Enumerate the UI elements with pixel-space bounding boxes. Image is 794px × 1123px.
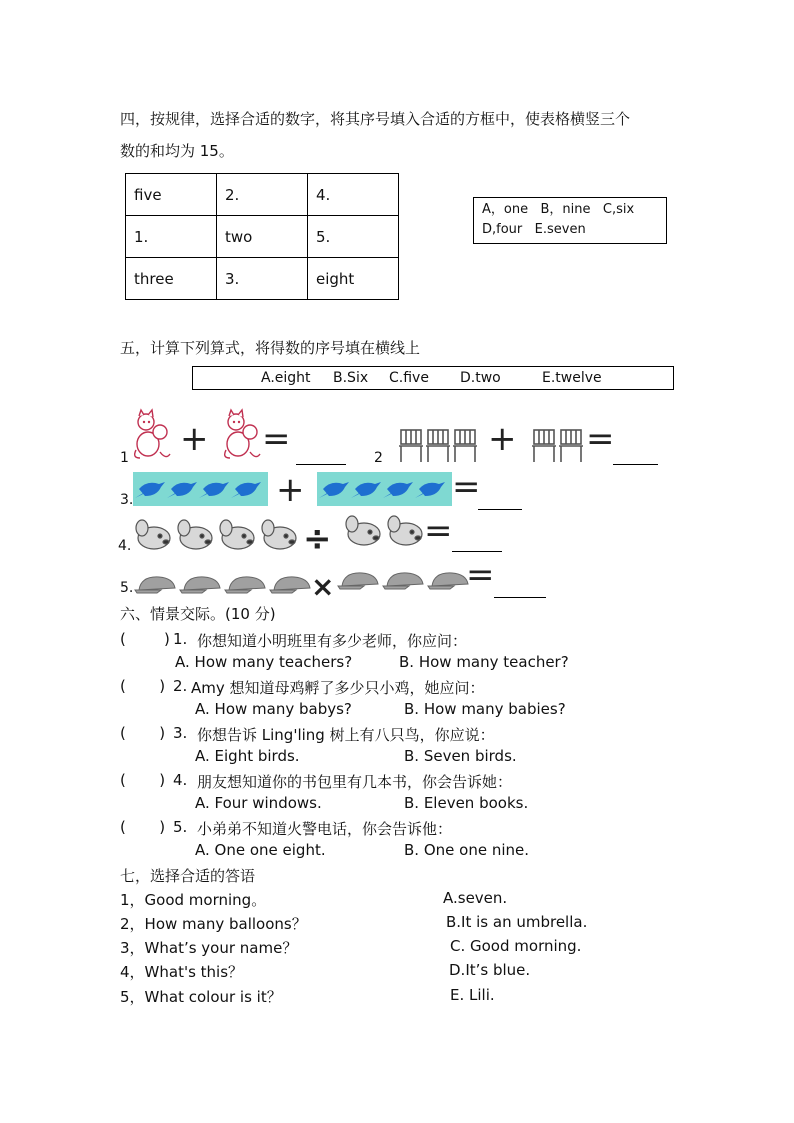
option-a: A. How many teachers? — [175, 653, 353, 671]
answer-option: D.two — [460, 370, 501, 386]
table-cell: three — [126, 258, 217, 300]
section5-title: 五，计算下列算式，将得数的序号填在横线上 — [120, 339, 421, 357]
answer-option: E.twelve — [542, 370, 602, 386]
answer-option: B.Six — [333, 370, 369, 386]
match-question: 2，How many balloons？ — [120, 915, 307, 933]
question-number: 5. — [173, 818, 188, 836]
equals-sign: = — [424, 511, 453, 551]
answer-blank[interactable] — [478, 508, 522, 510]
question-text: 你想告诉 Ling'ling 树上有八只鸟，你应说： — [197, 726, 495, 744]
option-b: B. Eleven books. — [404, 794, 529, 812]
divide-sign: ÷ — [303, 519, 332, 559]
match-question: 4，What's this？ — [120, 963, 244, 981]
answer-paren[interactable]: ( ) — [120, 630, 170, 648]
bird-icon — [133, 472, 268, 506]
option-b: B. One one nine. — [404, 841, 529, 859]
options-line1: A，one B，nine C,six — [482, 202, 635, 217]
plus-sign: + — [180, 419, 209, 459]
dog-icon — [130, 518, 300, 552]
table-cell: eight — [308, 258, 399, 300]
problem-label: 1 — [120, 450, 129, 466]
answer-paren[interactable]: ( ) — [120, 677, 166, 695]
problem-label: 4. — [118, 538, 132, 554]
option-b: B. Seven birds. — [404, 747, 517, 765]
question-text: 你想知道小明班里有多少老师，你应问： — [197, 632, 468, 650]
answer-options-box — [192, 366, 674, 390]
match-answer: E. Lili. — [450, 986, 495, 1004]
chair-icon — [528, 428, 584, 462]
match-answer: B.It is an umbrella. — [446, 913, 588, 931]
option-a: A. Eight birds. — [195, 747, 300, 765]
answer-paren[interactable]: ( ) — [120, 724, 166, 742]
option-a: A. One one eight. — [195, 841, 326, 859]
match-question: 5，What colour is it？ — [120, 988, 282, 1006]
section6-title: 六、情景交际。(10 分) — [120, 605, 276, 623]
plus-sign: + — [488, 419, 517, 459]
question-text: 小弟弟不知道火警电话，你会告诉他： — [197, 820, 453, 838]
answer-blank[interactable] — [452, 550, 502, 552]
table-cell: two — [217, 216, 308, 258]
cat-icon — [132, 410, 172, 462]
equals-sign: = — [586, 419, 615, 459]
section4-title-line1: 四，按规律，选择合适的数字，将其序号填入合适的方框中，使表格横竖三个 — [120, 110, 631, 128]
number-options-box — [473, 197, 667, 244]
magic-square-table — [125, 173, 399, 300]
bird-icon — [317, 472, 452, 506]
problem-label: 5. — [120, 580, 134, 596]
equals-sign: = — [262, 419, 291, 459]
problem-label: 3. — [120, 492, 134, 508]
match-answer: A.seven. — [443, 889, 508, 907]
section4-title-line2: 数的和均为 15。 — [120, 142, 234, 160]
equals-sign: = — [466, 555, 495, 595]
option-b: B. How many teacher? — [399, 653, 569, 671]
option-a: A. How many babys? — [195, 700, 352, 718]
question-text: 朋友想知道你的书包里有几本书，你会告诉她： — [197, 773, 513, 791]
dog-icon — [340, 514, 426, 548]
answer-option: A.eight — [261, 370, 311, 386]
problem-label: 2 — [374, 450, 383, 466]
table-cell: five — [126, 174, 217, 216]
table-cell[interactable]: 3. — [217, 258, 308, 300]
option-b: B. How many babies? — [404, 700, 566, 718]
options-line2: D,four E.seven — [482, 222, 586, 237]
table-cell[interactable]: 1. — [126, 216, 217, 258]
option-a: A. Four windows. — [195, 794, 322, 812]
match-question: 3，What’s your name？ — [120, 939, 298, 957]
question-number: 4. — [173, 771, 188, 789]
equals-sign: = — [452, 467, 481, 507]
match-answer: C. Good morning. — [450, 937, 582, 955]
table-cell[interactable]: 5. — [308, 216, 399, 258]
question-text: Amy 想知道母鸡孵了多少只小鸡，她应问： — [191, 679, 485, 697]
chair-icon — [395, 428, 479, 462]
question-number: 2. — [173, 677, 188, 695]
question-number: 1. — [173, 630, 188, 648]
match-answer: D.It’s blue. — [449, 961, 531, 979]
section7-title: 七，选择合适的答语 — [120, 867, 256, 885]
answer-option: C.five — [389, 370, 429, 386]
answer-paren[interactable]: ( ) — [120, 771, 166, 789]
plus-sign: + — [276, 470, 305, 510]
cap-icon — [135, 572, 313, 594]
question-number: 3. — [173, 724, 188, 742]
answer-blank[interactable] — [296, 463, 346, 465]
multiply-sign: × — [311, 570, 335, 603]
table-cell[interactable]: 4. — [308, 174, 399, 216]
cat-icon — [222, 410, 262, 462]
answer-paren[interactable]: ( ) — [120, 818, 166, 836]
answer-blank[interactable] — [613, 463, 658, 465]
match-question: 1，Good morning。 — [120, 891, 267, 909]
table-cell[interactable]: 2. — [217, 174, 308, 216]
cap-icon — [338, 568, 472, 590]
answer-blank[interactable] — [494, 596, 546, 598]
